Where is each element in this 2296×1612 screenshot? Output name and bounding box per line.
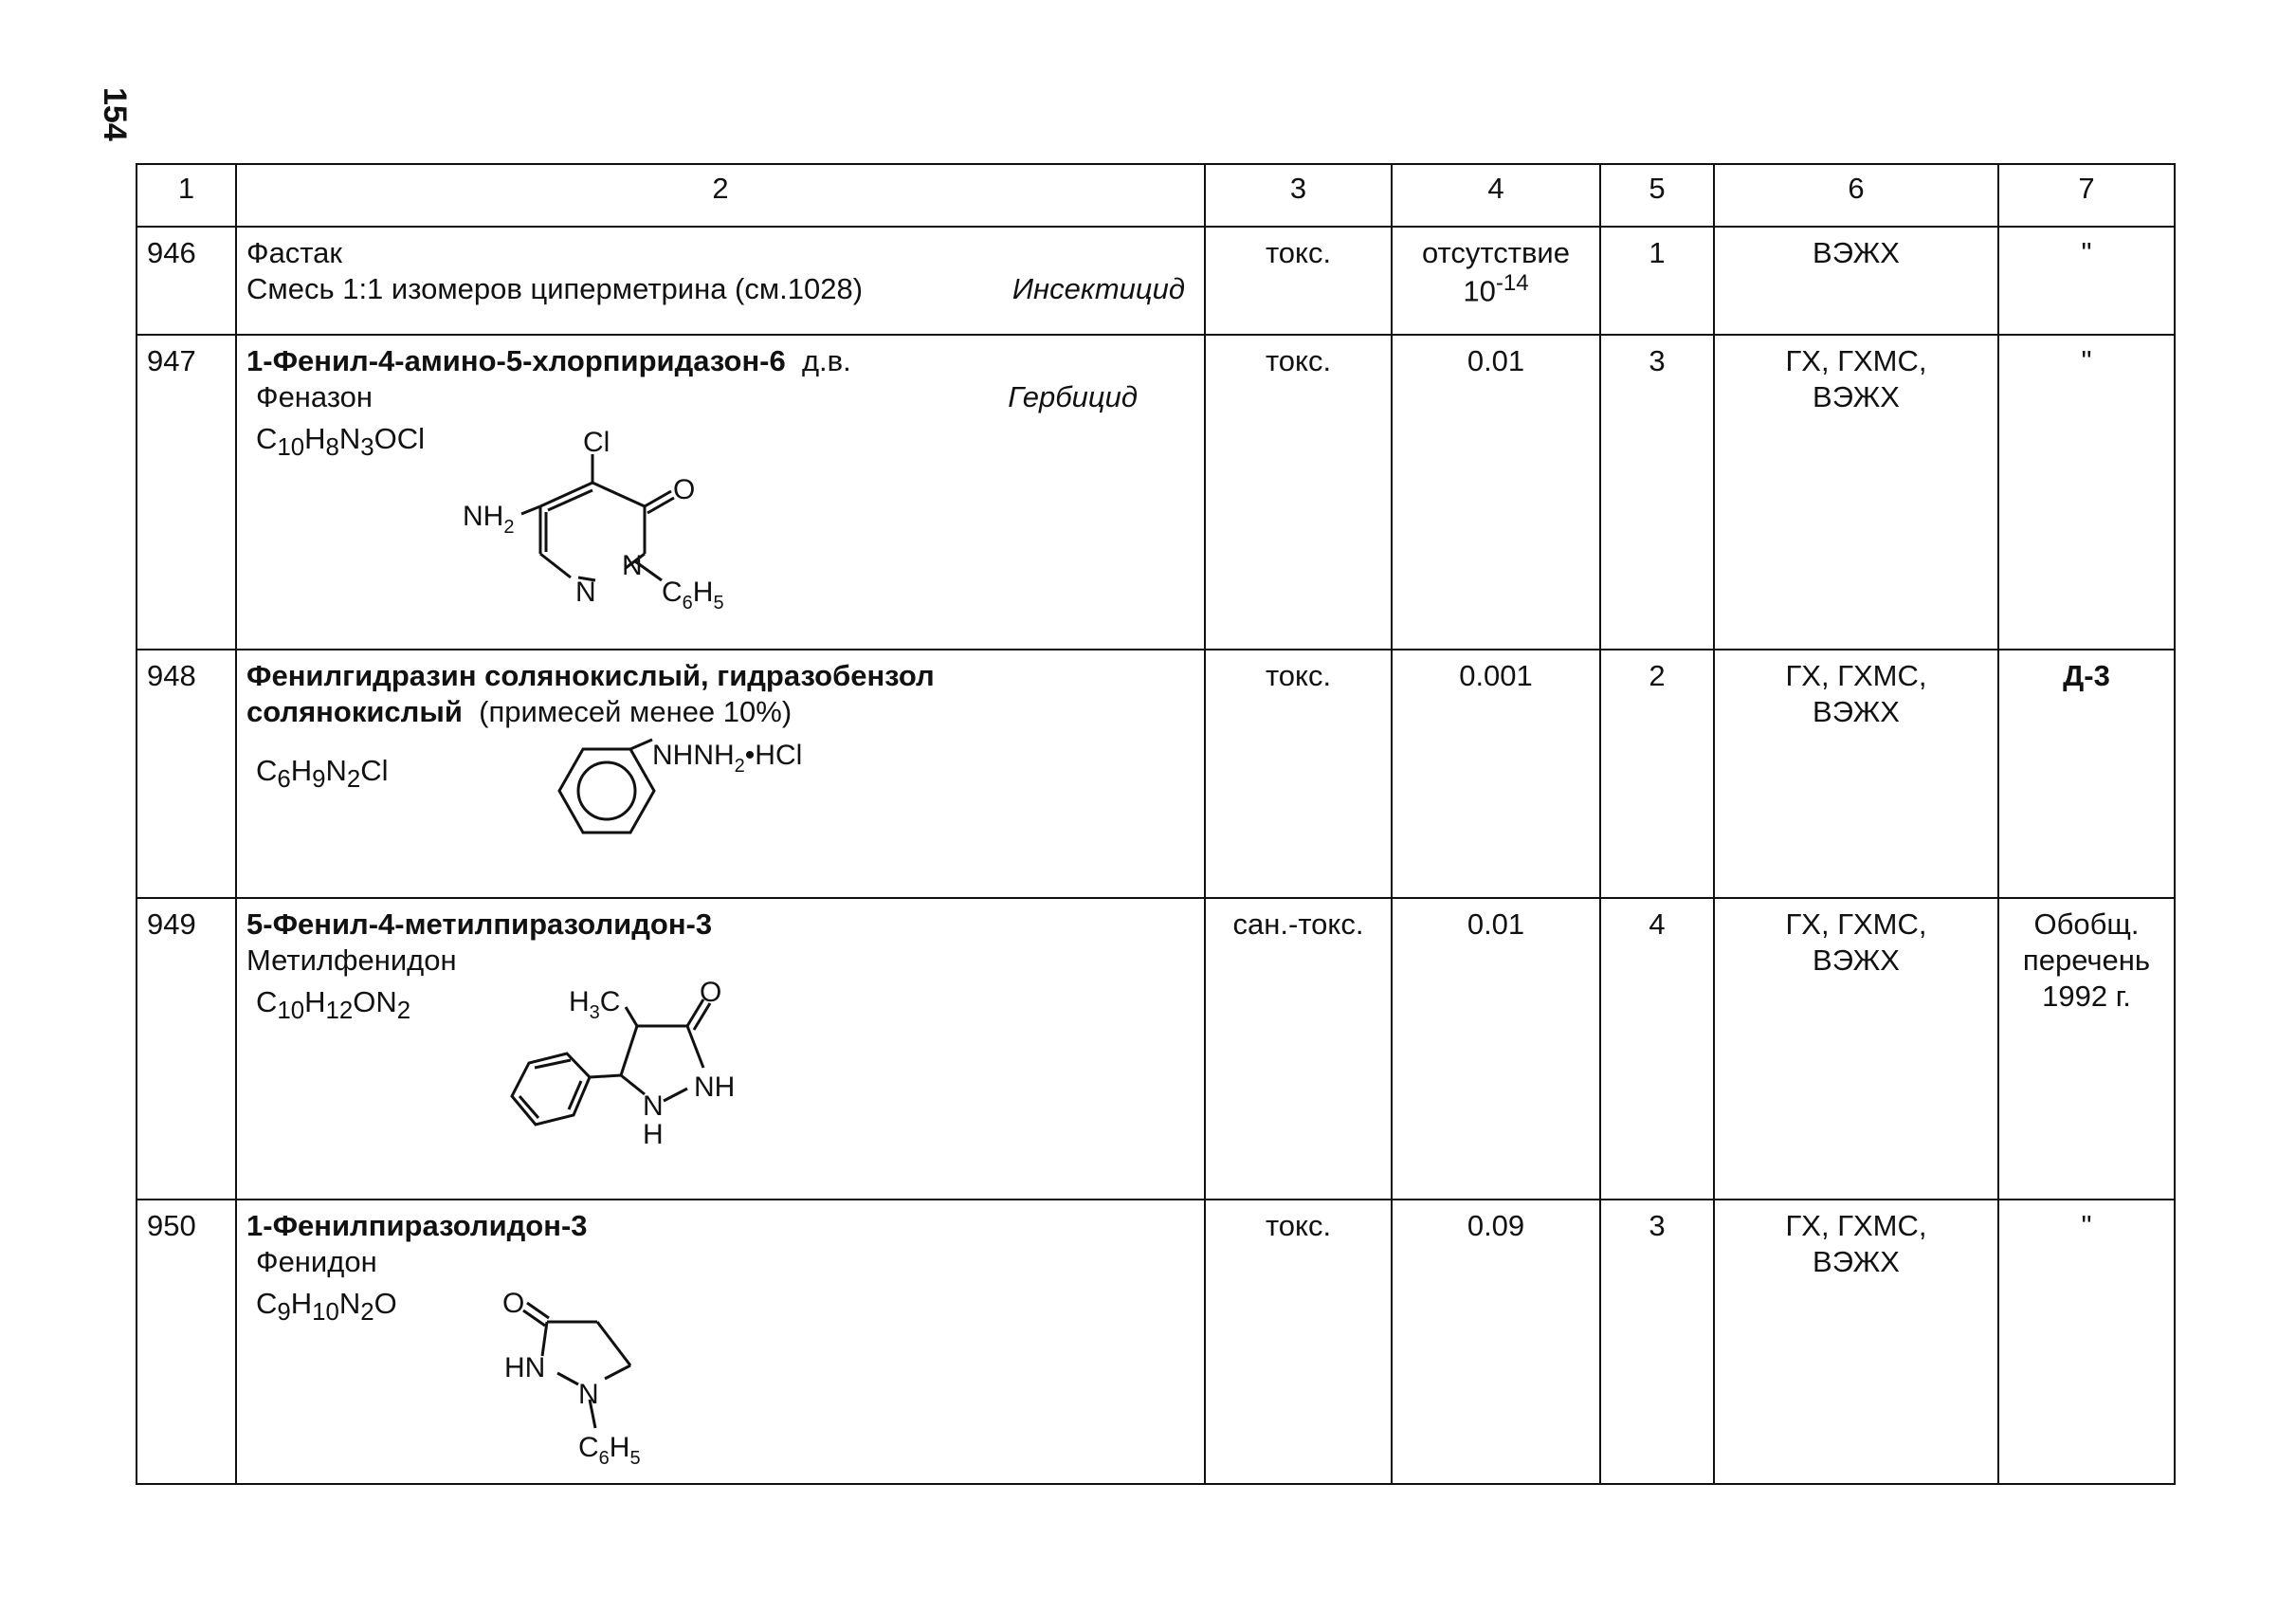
atom-label: N xyxy=(575,577,596,608)
atom-label: N xyxy=(643,1090,664,1122)
class-cell: 1 xyxy=(1600,227,1714,335)
atom-label: O xyxy=(673,474,696,505)
header-cell: 3 xyxy=(1205,164,1392,227)
atom-label: $NHNH_2•HCl$ xyxy=(652,740,803,777)
ref-line: 1992 г. xyxy=(2042,980,2131,1013)
ref-line: Обобщ. xyxy=(2033,907,2140,941)
header-cell: 1 xyxy=(137,164,236,227)
ref-line: перечень xyxy=(2022,943,2151,977)
atom-label: $C_6H_5$ xyxy=(578,1432,641,1469)
page-number: 154 xyxy=(97,87,133,141)
header-cell: 5 xyxy=(1600,164,1714,227)
method-line: ГХ, ГХМС, xyxy=(1785,907,1927,941)
molecular-formula: $C_9H_{10}N_2O$ xyxy=(256,1287,397,1327)
method-cell xyxy=(1714,227,1998,335)
header-cell: 4 xyxy=(1392,164,1600,227)
substance-use: Гербицид xyxy=(1008,380,1138,413)
molecular-formula: $C_{10}H_8N_3OCl$ xyxy=(256,422,426,462)
class-cell: 4 xyxy=(1600,898,1714,1200)
atom-label: $H_3C$ xyxy=(569,986,621,1023)
value-exponent: -14 xyxy=(1495,270,1529,296)
value-cell: 0.01 xyxy=(1392,335,1600,650)
class-cell: 3 xyxy=(1600,335,1714,650)
atom-label: N xyxy=(578,1379,599,1410)
row-id: 948 xyxy=(137,650,236,898)
header-row xyxy=(137,164,2175,227)
molecular-formula: $C_{10}H_{12}ON_2$ xyxy=(256,985,411,1025)
substances-table xyxy=(136,163,2176,1485)
substance-desc-line xyxy=(246,271,1194,307)
method-line: ВЭЖХ xyxy=(1813,695,1900,728)
substance-name: 5-Фенил-4-метилпиразолидон-3 xyxy=(246,907,713,941)
table-row xyxy=(137,650,2175,898)
value-power: $10^{-14}$ xyxy=(1463,270,1529,308)
substance-name-cont: солянокислый xyxy=(246,695,463,728)
table-row xyxy=(137,227,2175,335)
table-row xyxy=(137,1200,2175,1484)
method-line: ГХ, ГХМС, xyxy=(1785,344,1927,377)
ref-cell: " xyxy=(1998,227,2175,335)
substance-name: Фенилгидразин солянокислый, гидразобензол xyxy=(246,659,935,692)
method-line: ГХ, ГХМС, xyxy=(1785,1209,1927,1242)
hazard-cell: токс. xyxy=(1205,227,1392,335)
substance-use: Инсектицид xyxy=(1011,272,1185,305)
structure-methylphenidone xyxy=(483,973,863,1182)
atom-label: $C_6H_5$ xyxy=(662,577,724,614)
header-cell: 7 xyxy=(1998,164,2175,227)
substance-extra: (примесей менее 10%) xyxy=(479,695,793,728)
method-cell xyxy=(1714,335,1998,650)
method-line: ВЭЖХ xyxy=(1813,236,1900,269)
method-line: ВЭЖХ xyxy=(1813,1245,1900,1278)
table-row xyxy=(137,898,2175,1200)
substance-alt: Метилфенидон xyxy=(246,943,457,977)
method-line: ГХ, ГХМС, xyxy=(1785,659,1927,692)
atom-label: H xyxy=(643,1119,664,1150)
atom-label: O xyxy=(700,977,722,1008)
row-id: 947 xyxy=(137,335,236,650)
structure-phenylhydrazine xyxy=(531,730,929,872)
method-line: ВЭЖХ xyxy=(1813,943,1900,977)
method-cell xyxy=(1714,650,1998,898)
table-row xyxy=(137,335,2175,650)
method-cell xyxy=(1714,1200,1998,1484)
header-cell: 2 xyxy=(236,164,1205,227)
structure-pyridazinone xyxy=(446,412,920,630)
header-cell: 6 xyxy=(1714,164,1998,227)
substance-cell xyxy=(236,227,1205,335)
row-id: 946 xyxy=(137,227,236,335)
substance-cell xyxy=(236,1200,1205,1484)
substance-cell xyxy=(236,335,1205,650)
row-id: 949 xyxy=(137,898,236,1200)
atom-label: N xyxy=(622,550,643,581)
substance-cell xyxy=(236,650,1205,898)
hazard-cell: токс. xyxy=(1205,650,1392,898)
substance-cell xyxy=(236,898,1205,1200)
method-cell xyxy=(1714,898,1998,1200)
atom-label: O xyxy=(502,1288,525,1319)
method-line: ВЭЖХ xyxy=(1813,380,1900,413)
ref-cell: " xyxy=(1998,335,2175,650)
substance-name: Фастак xyxy=(246,236,342,269)
atom-label: HN xyxy=(504,1352,546,1383)
atom-label: NH xyxy=(694,1072,736,1103)
class-cell: 2 xyxy=(1600,650,1714,898)
atom-label: Cl xyxy=(583,427,610,458)
hazard-cell: токс. xyxy=(1205,335,1392,650)
substance-alt-line xyxy=(246,379,1194,415)
substance-desc: Смесь 1:1 изомеров циперметрина (см.1028) xyxy=(246,272,864,305)
row-id: 950 xyxy=(137,1200,236,1484)
substance-alt: Фенидон xyxy=(256,1245,377,1278)
atom-label: $NH_2$ xyxy=(463,501,515,538)
class-cell: 3 xyxy=(1600,1200,1714,1484)
ref-cell: Д-3 xyxy=(1998,650,2175,898)
substance-alt: Феназон xyxy=(256,380,374,413)
ref-cell: " xyxy=(1998,1200,2175,1484)
molecular-formula: $C_6H_9N_2Cl$ xyxy=(256,754,389,794)
substance-name: 1-Фенил-4-амино-5-хлорпиридазон-6 xyxy=(246,344,786,377)
ref-cell xyxy=(1998,898,2175,1200)
structure-phenidone xyxy=(483,1278,815,1477)
substance-note: д.в. xyxy=(801,344,851,377)
substance-name: 1-Фенилпиразолидон-3 xyxy=(246,1209,588,1242)
value-cell: 0.001 xyxy=(1392,650,1600,898)
hazard-cell: токс. xyxy=(1205,1200,1392,1484)
value-text: отсутствие xyxy=(1422,236,1570,269)
value-cell: 0.01 xyxy=(1392,898,1600,1200)
value-cell xyxy=(1392,227,1600,335)
hazard-cell: сан.-токс. xyxy=(1205,898,1392,1200)
value-cell: 0.09 xyxy=(1392,1200,1600,1484)
